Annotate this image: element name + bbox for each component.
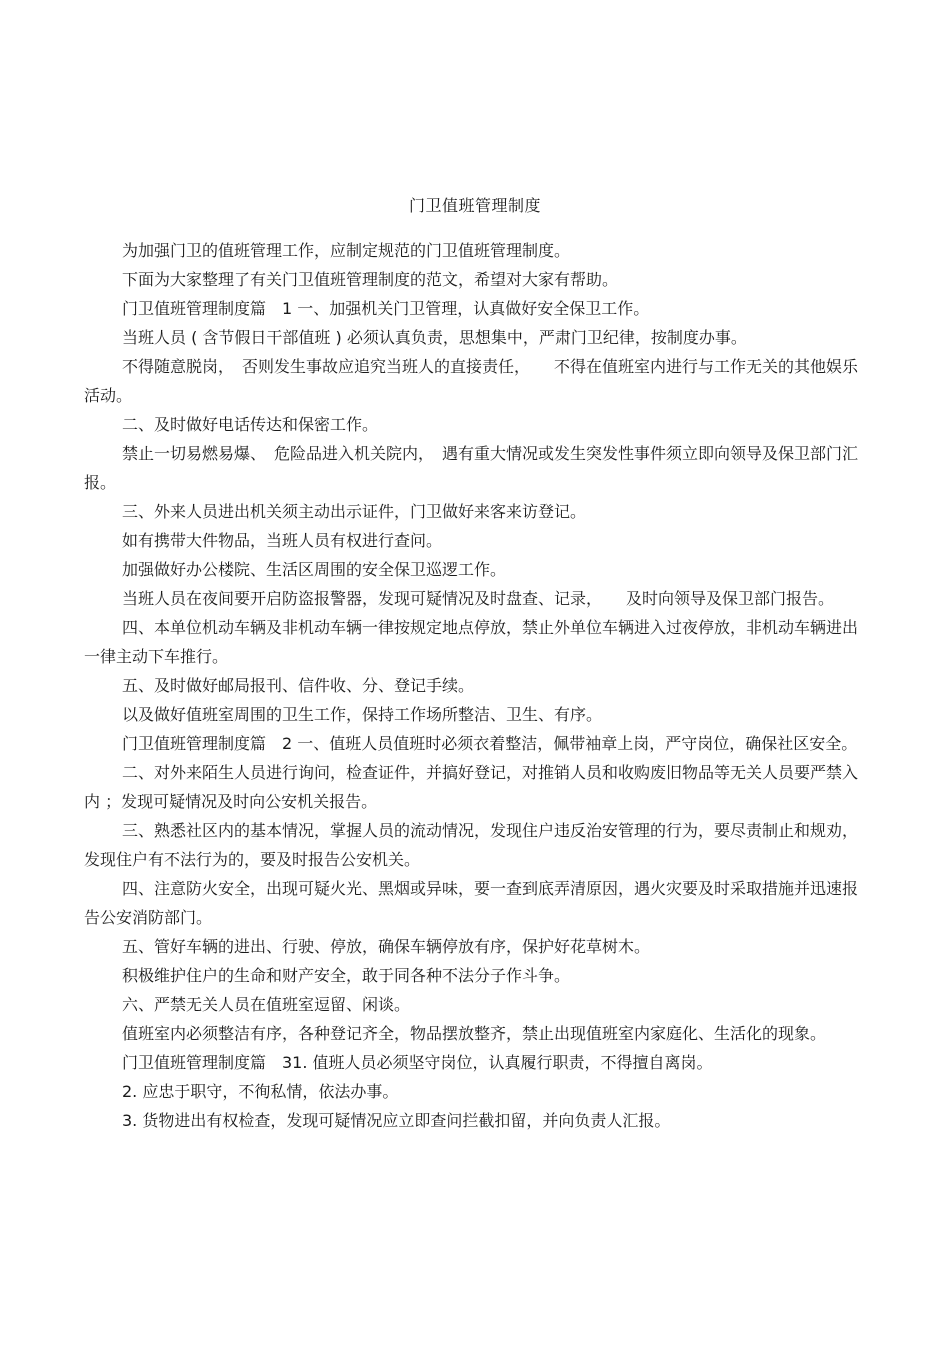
paragraph: 禁止一切易燃易爆、 危险品进入机关院内， 遇有重大情况或发生突发性事件须立即向领导及保卫部门汇报。 [84,444,859,492]
paragraph: 三、熟悉社区内的基本情况，掌握人员的流动情况，发现住户违反治安管理的行为，要尽责制止和规劝，发现住户有不法行为的，要及时报告公安机关。 [84,821,859,869]
paragraph: 当班人员在夜间要开启防盗报警器，发现可疑情况及时盘查、记录， 及时向领导及保卫部门报告。 [122,589,835,608]
paragraph: 六、严禁无关人员在值班室逗留、闲谈。 [122,995,411,1014]
paragraph: 四、本单位机动车辆及非机动车辆一律按规定地点停放，禁止外单位车辆进入过夜停放，非机动车辆进出一律主动下车推行。 [84,618,859,666]
paragraph: 二、及时做好电话传达和保密工作。 [122,415,379,434]
paragraph: 以及做好值班室周围的卫生工作，保持工作场所整洁、卫生、有序。 [122,705,603,724]
paragraph: 3. 货物进出有权检查，发现可疑情况应立即查问拦截扣留，并向负责人汇报。 [122,1111,671,1130]
paragraph: 四、注意防火安全，出现可疑火光、黑烟或异味，要一查到底弄清原因，遇火灾要及时采取措施并迅速报告公安消防部门。 [84,879,859,927]
paragraph: 不得随意脱岗， 否则发生事故应追究当班人的直接责任， 不得在值班室内进行与工作无关的其他娱乐活动。 [84,357,859,405]
paragraph: 如有携带大件物品，当班人员有权进行查问。 [122,531,443,550]
paragraph: 门卫值班管理制度篇 1 一、加强机关门卫管理，认真做好安全保卫工作。 [122,299,650,318]
paragraph: 为加强门卫的值班管理工作，应制定规范的门卫值班管理制度。 [122,241,571,260]
document-body [84,236,864,1135]
paragraph: 加强做好办公楼院、生活区周围的安全保卫巡逻工作。 [122,560,507,579]
paragraph: 当班人员 ( 含节假日干部值班 ) 必须认真负责，思想集中，严肃门卫纪律，按制度办事。 [122,328,747,347]
paragraph: 五、及时做好邮局报刊、信件收、分、登记手续。 [122,676,475,695]
paragraph: 五、管好车辆的进出、行驶、停放，确保车辆停放有序，保护好花草树木。 [122,937,651,956]
paragraph: 2. 应忠于职守，不徇私情，依法办事。 [122,1082,399,1101]
document-title: 门卫值班管理制度 [408,196,541,215]
paragraph: 值班室内必须整洁有序，各种登记齐全，物品摆放整齐，禁止出现值班室内家庭化、生活化的现象。 [122,1024,827,1043]
paragraph: 下面为大家整理了有关门卫值班管理制度的范文，希望对大家有帮助。 [122,270,619,289]
paragraph: 二、对外来陌生人员进行询问，检查证件，并搞好登记，对推销人员和收购废旧物品等无关人员要严禁入内 ；发现可疑情况及时向公安机关报告。 [84,763,859,811]
paragraph: 积极维护住户的生命和财产安全，敢于同各种不法分子作斗争。 [122,966,571,985]
paragraph: 门卫值班管理制度篇 31. 值班人员必须坚守岗位，认真履行职责，不得擅自离岗。 [122,1053,713,1072]
paragraph: 门卫值班管理制度篇 2 一、值班人员值班时必须衣着整洁，佩带袖章上岗，严守岗位，确保社区安全。 [122,734,858,753]
paragraph: 三、外来人员进出机关须主动出示证件，门卫做好来客来访登记。 [122,502,587,521]
